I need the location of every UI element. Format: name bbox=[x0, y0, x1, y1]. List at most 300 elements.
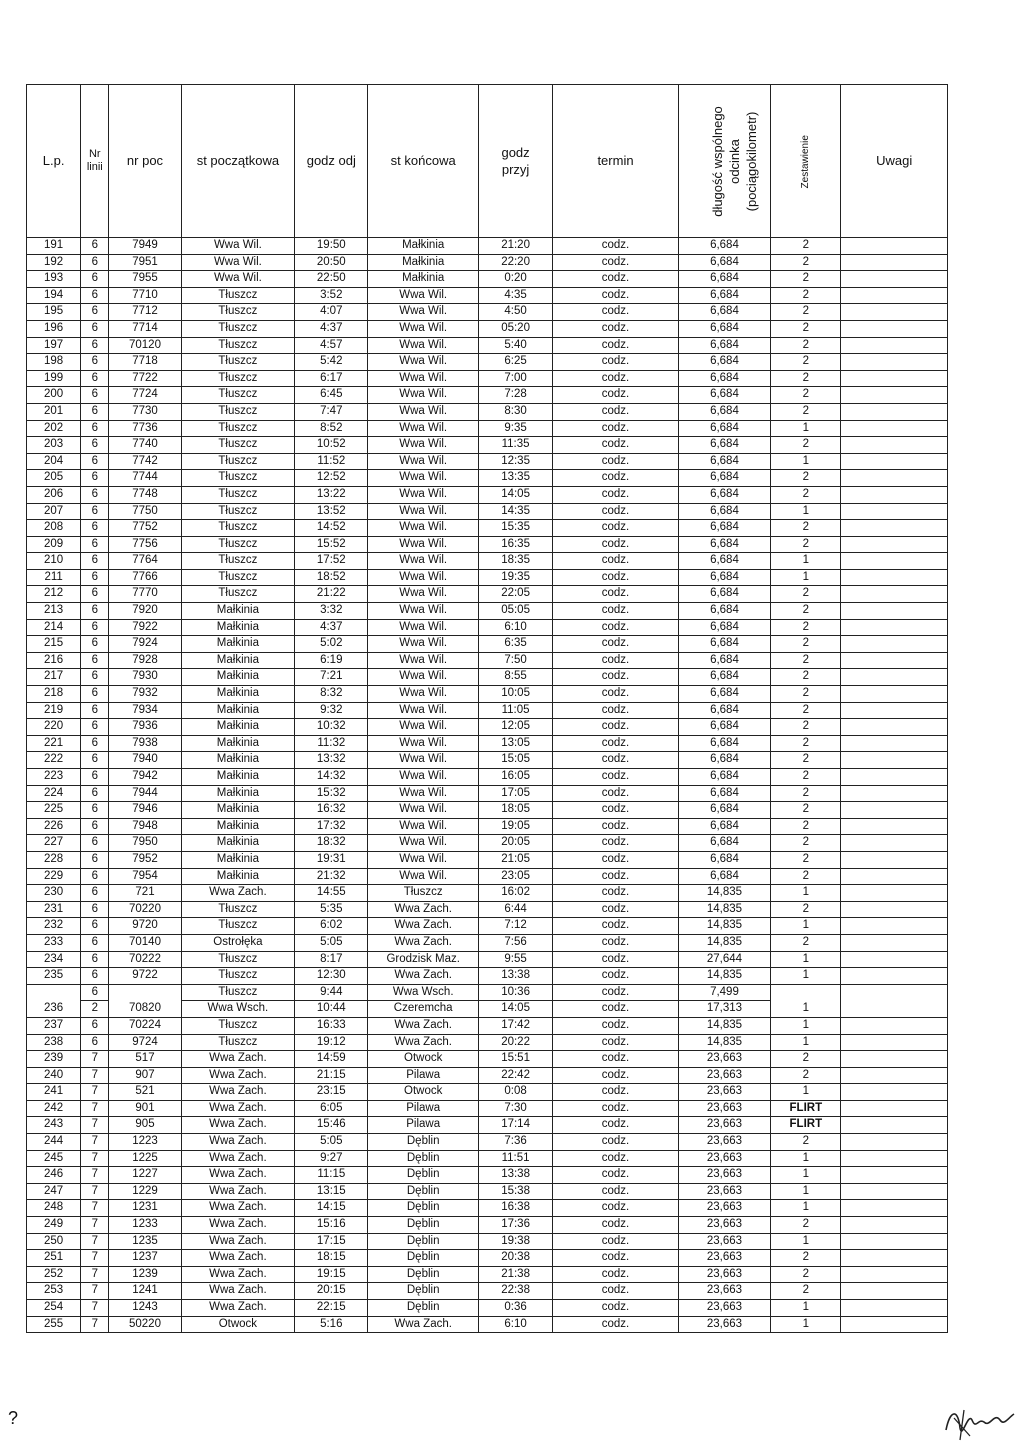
cell-godz-odj: 19:15 bbox=[295, 1266, 368, 1283]
cell-godz-przyj: 12:05 bbox=[478, 719, 552, 736]
schedule-sheet bbox=[26, 84, 948, 1333]
cell-nr-linii: 6 bbox=[81, 735, 109, 752]
cell-godz-odj: 5:05 bbox=[295, 1134, 368, 1151]
cell-godz-przyj: 6:10 bbox=[478, 619, 552, 636]
cell-st-poczatkowa: Wwa Zach. bbox=[181, 1100, 294, 1117]
cell-st-koncowa: Wwa Wil. bbox=[368, 802, 478, 819]
cell-st-poczatkowa: Ostrołęka bbox=[181, 934, 294, 951]
cell-dlugosc: 6,684 bbox=[678, 569, 770, 586]
cell-uwagi bbox=[841, 1017, 948, 1034]
cell-nr-poc: 1227 bbox=[109, 1167, 181, 1184]
cell-termin: codz. bbox=[553, 868, 679, 885]
cell-nr-poc: 7936 bbox=[109, 719, 181, 736]
cell-dlugosc: 14,835 bbox=[678, 934, 770, 951]
cell-termin: codz. bbox=[553, 851, 679, 868]
cell-zestawienie: 1 bbox=[771, 1300, 841, 1317]
cell-nr-poc: 1223 bbox=[109, 1134, 181, 1151]
cell-st-poczatkowa: Tłuszcz bbox=[181, 1034, 294, 1051]
cell-nr-poc: 7736 bbox=[109, 420, 181, 437]
cell-godz-odj: 9:44 bbox=[295, 984, 368, 1001]
cell-zestawienie: 2 bbox=[771, 470, 841, 487]
cell-nr-poc: 7946 bbox=[109, 802, 181, 819]
cell-nr-linii: 7 bbox=[81, 1217, 109, 1234]
table-row bbox=[27, 603, 948, 620]
cell-zestawienie: 1 bbox=[771, 968, 841, 985]
cell-uwagi bbox=[841, 918, 948, 935]
cell-termin: codz. bbox=[553, 835, 679, 852]
cell-lp: 227 bbox=[27, 835, 81, 852]
cell-lp: 193 bbox=[27, 271, 81, 288]
cell-zestawienie: 1 bbox=[771, 1034, 841, 1051]
cell-lp: 233 bbox=[27, 934, 81, 951]
cell-godz-przyj: 10:05 bbox=[478, 686, 552, 703]
cell-nr-linii: 6 bbox=[81, 885, 109, 902]
cell-zestawienie: 1 bbox=[771, 1150, 841, 1167]
cell-dlugosc: 6,684 bbox=[678, 669, 770, 686]
table-row bbox=[27, 669, 948, 686]
cell-godz-przyj: 23:05 bbox=[478, 868, 552, 885]
cell-dlugosc: 23,663 bbox=[678, 1217, 770, 1234]
cell-nr-poc: 7712 bbox=[109, 304, 181, 321]
cell-st-koncowa: Wwa Wsch. bbox=[368, 984, 478, 1001]
cell-zestawienie: 2 bbox=[771, 437, 841, 454]
cell-zestawienie: 2 bbox=[771, 686, 841, 703]
cell-nr-linii: 6 bbox=[81, 636, 109, 653]
cell-termin: codz. bbox=[553, 1233, 679, 1250]
cell-nr-linii: 6 bbox=[81, 984, 109, 1001]
table-body-part-2 bbox=[27, 1017, 948, 1332]
cell-st-poczatkowa: Tłuszcz bbox=[181, 370, 294, 387]
cell-dlugosc: 6,684 bbox=[678, 719, 770, 736]
cell-dlugosc: 23,663 bbox=[678, 1117, 770, 1134]
cell-zestawienie: 2 bbox=[771, 1067, 841, 1084]
cell-nr-poc: 7922 bbox=[109, 619, 181, 636]
cell-st-koncowa: Wwa Wil. bbox=[368, 287, 478, 304]
cell-st-poczatkowa: Małkinia bbox=[181, 619, 294, 636]
cell-godz-odj: 19:12 bbox=[295, 1034, 368, 1051]
table-row bbox=[27, 453, 948, 470]
cell-st-koncowa: Wwa Wil. bbox=[368, 470, 478, 487]
cell-zestawienie: 2 bbox=[771, 1250, 841, 1267]
cell-uwagi bbox=[841, 1117, 948, 1134]
cell-godz-odj: 18:32 bbox=[295, 835, 368, 852]
cell-termin: codz. bbox=[553, 934, 679, 951]
cell-dlugosc: 6,684 bbox=[678, 868, 770, 885]
cell-nr-linii: 6 bbox=[81, 785, 109, 802]
cell-termin: codz. bbox=[553, 702, 679, 719]
cell-nr-linii: 7 bbox=[81, 1300, 109, 1317]
cell-lp: 208 bbox=[27, 520, 81, 537]
cell-st-koncowa: Wwa Wil. bbox=[368, 851, 478, 868]
cell-nr-linii: 7 bbox=[81, 1084, 109, 1101]
cell-nr-poc: 7718 bbox=[109, 354, 181, 371]
cell-zestawienie: 1 bbox=[771, 1167, 841, 1184]
table-row bbox=[27, 420, 948, 437]
cell-godz-odj: 16:32 bbox=[295, 802, 368, 819]
cell-dlugosc: 23,663 bbox=[678, 1134, 770, 1151]
cell-termin: codz. bbox=[553, 1300, 679, 1317]
cell-godz-przyj: 15:51 bbox=[478, 1051, 552, 1068]
cell-godz-odj: 8:17 bbox=[295, 951, 368, 968]
cell-st-koncowa: Dęblin bbox=[368, 1233, 478, 1250]
cell-nr-poc: 70120 bbox=[109, 337, 181, 354]
cell-st-poczatkowa: Otwock bbox=[181, 1316, 294, 1333]
cell-godz-odj: 9:32 bbox=[295, 702, 368, 719]
cell-nr-poc: 7942 bbox=[109, 769, 181, 786]
cell-uwagi bbox=[841, 702, 948, 719]
table-row bbox=[27, 1051, 948, 1068]
cell-zestawienie: 2 bbox=[771, 702, 841, 719]
cell-termin: codz. bbox=[553, 420, 679, 437]
cell-nr-linii: 6 bbox=[81, 437, 109, 454]
cell-nr-linii: 6 bbox=[81, 387, 109, 404]
header-uwagi: Uwagi bbox=[841, 85, 948, 238]
table-row bbox=[27, 818, 948, 835]
cell-godz-odj: 18:15 bbox=[295, 1250, 368, 1267]
cell-termin: codz. bbox=[553, 520, 679, 537]
cell-lp: 201 bbox=[27, 403, 81, 420]
cell-lp: 251 bbox=[27, 1250, 81, 1267]
cell-godz-odj: 15:52 bbox=[295, 536, 368, 553]
cell-uwagi bbox=[841, 536, 948, 553]
cell-st-poczatkowa: Wwa Wil. bbox=[181, 238, 294, 255]
cell-dlugosc: 6,684 bbox=[678, 785, 770, 802]
cell-godz-przyj: 19:35 bbox=[478, 569, 552, 586]
header-st-koncowa: st końcowa bbox=[368, 85, 478, 238]
cell-st-poczatkowa: Wwa Zach. bbox=[181, 1183, 294, 1200]
table-row bbox=[27, 271, 948, 288]
cell-godz-przyj: 7:36 bbox=[478, 1134, 552, 1151]
cell-godz-przyj: 05:20 bbox=[478, 320, 552, 337]
cell-st-koncowa: Wwa Wil. bbox=[368, 387, 478, 404]
cell-nr-poc: 1241 bbox=[109, 1283, 181, 1300]
cell-uwagi bbox=[841, 785, 948, 802]
cell-dlugosc: 6,684 bbox=[678, 702, 770, 719]
cell-godz-odj: 8:32 bbox=[295, 686, 368, 703]
cell-godz-odj: 6:17 bbox=[295, 370, 368, 387]
cell-st-poczatkowa: Wwa Zach. bbox=[181, 1300, 294, 1317]
cell-st-koncowa: Wwa Wil. bbox=[368, 569, 478, 586]
cell-godz-odj: 13:22 bbox=[295, 486, 368, 503]
cell-godz-odj: 14:52 bbox=[295, 520, 368, 537]
cell-st-poczatkowa: Małkinia bbox=[181, 835, 294, 852]
cell-godz-przyj: 6:35 bbox=[478, 636, 552, 653]
cell-uwagi bbox=[841, 254, 948, 271]
cell-zestawienie: 1 bbox=[771, 951, 841, 968]
table-row bbox=[27, 503, 948, 520]
cell-termin: codz. bbox=[553, 1067, 679, 1084]
table-row bbox=[27, 553, 948, 570]
cell-godz-przyj: 4:50 bbox=[478, 304, 552, 321]
cell-termin: codz. bbox=[553, 918, 679, 935]
cell-dlugosc: 23,663 bbox=[678, 1250, 770, 1267]
cell-lp: 205 bbox=[27, 470, 81, 487]
cell-uwagi bbox=[841, 238, 948, 255]
cell-uwagi bbox=[841, 1167, 948, 1184]
cell-nr-poc: 1225 bbox=[109, 1150, 181, 1167]
cell-nr-poc: 7924 bbox=[109, 636, 181, 653]
table-row bbox=[27, 1266, 948, 1283]
cell-godz-przyj: 7:50 bbox=[478, 652, 552, 669]
cell-dlugosc: 23,663 bbox=[678, 1167, 770, 1184]
train-schedule-table bbox=[26, 84, 948, 1333]
cell-dlugosc: 6,684 bbox=[678, 287, 770, 304]
cell-uwagi bbox=[841, 802, 948, 819]
cell-godz-przyj: 20:38 bbox=[478, 1250, 552, 1267]
cell-godz-przyj: 17:36 bbox=[478, 1217, 552, 1234]
cell-uwagi bbox=[841, 1200, 948, 1217]
cell-nr-linii: 6 bbox=[81, 619, 109, 636]
cell-uwagi bbox=[841, 569, 948, 586]
cell-lp: 239 bbox=[27, 1051, 81, 1068]
cell-st-poczatkowa: Wwa Zach. bbox=[181, 1067, 294, 1084]
cell-st-poczatkowa: Wwa Wil. bbox=[181, 254, 294, 271]
cell-lp: 212 bbox=[27, 586, 81, 603]
cell-lp: 247 bbox=[27, 1183, 81, 1200]
cell-nr-linii: 6 bbox=[81, 337, 109, 354]
cell-godz-odj: 22:15 bbox=[295, 1300, 368, 1317]
cell-nr-poc: 7722 bbox=[109, 370, 181, 387]
cell-godz-przyj: 17:05 bbox=[478, 785, 552, 802]
cell-dlugosc: 6,684 bbox=[678, 769, 770, 786]
cell-lp: 198 bbox=[27, 354, 81, 371]
table-row bbox=[27, 785, 948, 802]
cell-st-koncowa: Wwa Wil. bbox=[368, 354, 478, 371]
cell-godz-przyj: 22:42 bbox=[478, 1067, 552, 1084]
table-row bbox=[27, 287, 948, 304]
cell-st-koncowa: Wwa Wil. bbox=[368, 769, 478, 786]
table-row bbox=[27, 1233, 948, 1250]
cell-godz-przyj: 9:35 bbox=[478, 420, 552, 437]
cell-nr-linii: 6 bbox=[81, 802, 109, 819]
cell-termin: codz. bbox=[553, 1034, 679, 1051]
header-nr-poc: nr poc bbox=[109, 85, 181, 238]
cell-uwagi bbox=[841, 337, 948, 354]
cell-godz-przyj: 16:35 bbox=[478, 536, 552, 553]
table-row bbox=[27, 1300, 948, 1317]
cell-zestawienie: 2 bbox=[771, 586, 841, 603]
table-body-row-236 bbox=[27, 984, 948, 1017]
cell-nr-poc: 7930 bbox=[109, 669, 181, 686]
cell-zestawienie: 2 bbox=[771, 769, 841, 786]
cell-godz-odj: 13:32 bbox=[295, 752, 368, 769]
cell-godz-odj: 23:15 bbox=[295, 1084, 368, 1101]
cell-zestawienie: 2 bbox=[771, 370, 841, 387]
cell-uwagi bbox=[841, 619, 948, 636]
header-godz-odj: godz odj bbox=[295, 85, 368, 238]
table-row bbox=[27, 569, 948, 586]
cell-dlugosc: 6,684 bbox=[678, 835, 770, 852]
cell-nr-linii: 7 bbox=[81, 1134, 109, 1151]
cell-nr-linii: 6 bbox=[81, 603, 109, 620]
cell-dlugosc: 6,684 bbox=[678, 304, 770, 321]
cell-godz-przyj: 16:38 bbox=[478, 1200, 552, 1217]
cell-nr-poc: 7955 bbox=[109, 271, 181, 288]
cell-zestawienie: 2 bbox=[771, 868, 841, 885]
cell-godz-odj: 5:02 bbox=[295, 636, 368, 653]
cell-nr-linii: 6 bbox=[81, 520, 109, 537]
cell-termin: codz. bbox=[553, 1167, 679, 1184]
cell-uwagi bbox=[841, 1150, 948, 1167]
cell-zestawienie: 2 bbox=[771, 669, 841, 686]
cell-lp: 209 bbox=[27, 536, 81, 553]
cell-lp: 199 bbox=[27, 370, 81, 387]
cell-godz-odj: 14:55 bbox=[295, 885, 368, 902]
cell-zestawienie: 2 bbox=[771, 536, 841, 553]
cell-nr-linii: 7 bbox=[81, 1150, 109, 1167]
cell-uwagi bbox=[841, 503, 948, 520]
cell-zestawienie: 2 bbox=[771, 354, 841, 371]
cell-termin: codz. bbox=[553, 1117, 679, 1134]
cell-st-poczatkowa: Wwa Zach. bbox=[181, 1217, 294, 1234]
cell-st-koncowa: Wwa Zach. bbox=[368, 1316, 478, 1333]
cell-termin: codz. bbox=[553, 1150, 679, 1167]
cell-lp: 226 bbox=[27, 818, 81, 835]
cell-nr-linii: 6 bbox=[81, 818, 109, 835]
cell-godz-przyj: 8:30 bbox=[478, 403, 552, 420]
cell-godz-odj: 5:35 bbox=[295, 901, 368, 918]
cell-lp: 221 bbox=[27, 735, 81, 752]
cell-dlugosc: 6,684 bbox=[678, 752, 770, 769]
cell-st-poczatkowa: Wwa Zach. bbox=[181, 1266, 294, 1283]
cell-nr-linii: 6 bbox=[81, 1034, 109, 1051]
table-row bbox=[27, 354, 948, 371]
cell-lp: 211 bbox=[27, 569, 81, 586]
cell-uwagi bbox=[841, 851, 948, 868]
table-body-part-1 bbox=[27, 238, 948, 985]
cell-dlugosc: 23,663 bbox=[678, 1316, 770, 1333]
cell-lp: 250 bbox=[27, 1233, 81, 1250]
cell-termin: codz. bbox=[553, 453, 679, 470]
cell-nr-poc: 721 bbox=[109, 885, 181, 902]
cell-uwagi bbox=[841, 370, 948, 387]
cell-nr-poc: 7766 bbox=[109, 569, 181, 586]
cell-uwagi bbox=[841, 669, 948, 686]
cell-lp: 237 bbox=[27, 1017, 81, 1034]
cell-godz-odj: 5:05 bbox=[295, 934, 368, 951]
cell-dlugosc: 6,684 bbox=[678, 503, 770, 520]
table-row bbox=[27, 536, 948, 553]
cell-nr-poc: 7932 bbox=[109, 686, 181, 703]
cell-st-poczatkowa: Małkinia bbox=[181, 636, 294, 653]
cell-godz-odj: 15:16 bbox=[295, 1217, 368, 1234]
cell-st-koncowa: Otwock bbox=[368, 1051, 478, 1068]
table-row bbox=[27, 387, 948, 404]
cell-godz-odj: 9:27 bbox=[295, 1150, 368, 1167]
cell-nr-poc: 70820 bbox=[109, 984, 181, 1017]
cell-dlugosc: 23,663 bbox=[678, 1150, 770, 1167]
cell-st-poczatkowa: Tłuszcz bbox=[181, 420, 294, 437]
cell-godz-przyj: 13:35 bbox=[478, 470, 552, 487]
cell-godz-przyj: 19:38 bbox=[478, 1233, 552, 1250]
cell-st-poczatkowa: Tłuszcz bbox=[181, 918, 294, 935]
cell-uwagi bbox=[841, 735, 948, 752]
cell-nr-poc: 7950 bbox=[109, 835, 181, 852]
cell-dlugosc: 6,684 bbox=[678, 851, 770, 868]
cell-dlugosc: 6,684 bbox=[678, 271, 770, 288]
cell-godz-przyj: 13:38 bbox=[478, 1167, 552, 1184]
cell-lp: 223 bbox=[27, 769, 81, 786]
cell-termin: codz. bbox=[553, 719, 679, 736]
cell-nr-linii: 6 bbox=[81, 1017, 109, 1034]
cell-uwagi bbox=[841, 387, 948, 404]
cell-nr-linii: 7 bbox=[81, 1183, 109, 1200]
cell-st-koncowa: Wwa Zach. bbox=[368, 968, 478, 985]
cell-nr-linii: 6 bbox=[81, 420, 109, 437]
cell-lp: 206 bbox=[27, 486, 81, 503]
cell-nr-linii: 6 bbox=[81, 719, 109, 736]
cell-nr-linii: 6 bbox=[81, 354, 109, 371]
cell-lp: 242 bbox=[27, 1100, 81, 1117]
cell-zestawienie: 2 bbox=[771, 304, 841, 321]
cell-st-koncowa: Wwa Wil. bbox=[368, 304, 478, 321]
cell-dlugosc: 23,663 bbox=[678, 1051, 770, 1068]
cell-uwagi bbox=[841, 1084, 948, 1101]
cell-nr-poc: 7934 bbox=[109, 702, 181, 719]
cell-godz-odj: 6:02 bbox=[295, 918, 368, 935]
cell-lp: 196 bbox=[27, 320, 81, 337]
cell-nr-linii: 6 bbox=[81, 254, 109, 271]
cell-godz-odj: 11:15 bbox=[295, 1167, 368, 1184]
header-row bbox=[27, 85, 948, 238]
cell-godz-przyj: 11:05 bbox=[478, 702, 552, 719]
cell-godz-przyj: 6:44 bbox=[478, 901, 552, 918]
cell-st-koncowa: Wwa Wil. bbox=[368, 686, 478, 703]
cell-st-poczatkowa: Tłuszcz bbox=[181, 901, 294, 918]
cell-nr-linii: 7 bbox=[81, 1100, 109, 1117]
cell-nr-linii: 6 bbox=[81, 453, 109, 470]
cell-lp: 231 bbox=[27, 901, 81, 918]
cell-nr-linii: 6 bbox=[81, 835, 109, 852]
header-dlugosc: długość wspólnego odcinka (pociągokilometr) bbox=[678, 85, 770, 238]
table-row bbox=[27, 769, 948, 786]
cell-nr-linii: 6 bbox=[81, 752, 109, 769]
cell-godz-przyj: 8:55 bbox=[478, 669, 552, 686]
cell-uwagi bbox=[841, 818, 948, 835]
table-row bbox=[27, 1283, 948, 1300]
cell-lp: 214 bbox=[27, 619, 81, 636]
cell-uwagi bbox=[841, 520, 948, 537]
cell-st-koncowa: Dęblin bbox=[368, 1266, 478, 1283]
cell-godz-odj: 20:50 bbox=[295, 254, 368, 271]
cell-godz-odj: 5:42 bbox=[295, 354, 368, 371]
cell-godz-odj: 4:07 bbox=[295, 304, 368, 321]
cell-godz-odj: 17:52 bbox=[295, 553, 368, 570]
cell-termin: codz. bbox=[553, 287, 679, 304]
cell-zestawienie: 2 bbox=[771, 1134, 841, 1151]
cell-lp: 203 bbox=[27, 437, 81, 454]
cell-uwagi bbox=[841, 453, 948, 470]
cell-st-koncowa: Wwa Wil. bbox=[368, 403, 478, 420]
header-lp: L.p. bbox=[27, 85, 81, 238]
cell-nr-linii: 6 bbox=[81, 851, 109, 868]
cell-lp: 246 bbox=[27, 1167, 81, 1184]
cell-st-poczatkowa: Tłuszcz bbox=[181, 520, 294, 537]
cell-zestawienie: 2 bbox=[771, 785, 841, 802]
cell-st-poczatkowa: Tłuszcz bbox=[181, 984, 294, 1001]
cell-st-poczatkowa: Małkinia bbox=[181, 851, 294, 868]
cell-termin: codz. bbox=[553, 1200, 679, 1217]
cell-st-koncowa: Wwa Wil. bbox=[368, 719, 478, 736]
cell-godz-odj: 21:22 bbox=[295, 586, 368, 603]
cell-dlugosc: 23,663 bbox=[678, 1183, 770, 1200]
cell-lp: 216 bbox=[27, 652, 81, 669]
cell-dlugosc: 6,684 bbox=[678, 586, 770, 603]
cell-nr-poc: 9724 bbox=[109, 1034, 181, 1051]
table-row bbox=[27, 304, 948, 321]
cell-zestawienie: 1 bbox=[771, 918, 841, 935]
cell-dlugosc: 6,684 bbox=[678, 735, 770, 752]
